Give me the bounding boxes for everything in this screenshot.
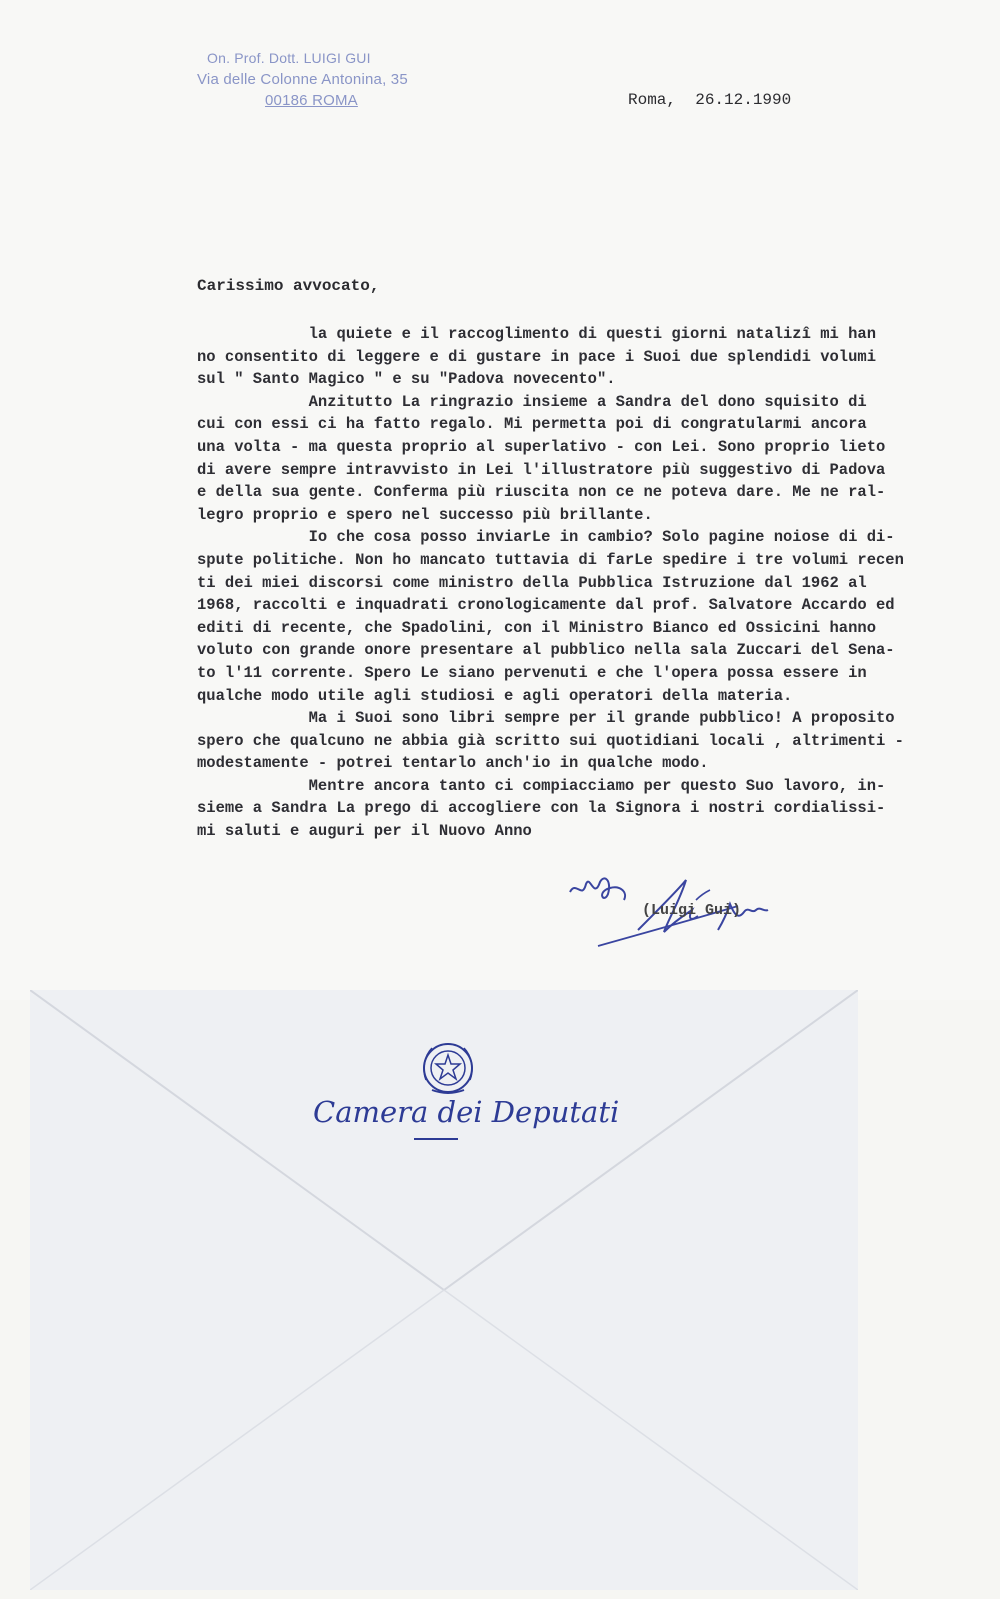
body-line: sieme a Sandra La prego di accogliere con la Signora i nostri cordialissi- (197, 799, 886, 818)
body-line: editi di recente, che Spadolini, con il Ministro Bianco ed Ossicini hanno (197, 618, 877, 637)
body-line: mi saluti e auguri per il Nuovo Anno (197, 822, 532, 841)
typed-signature-name: (Luigi Gui) (642, 902, 742, 919)
letter-date: Roma, 26.12.1990 (628, 91, 792, 109)
body-line: sul " Santo Magico " e su "Padova novecento". (197, 370, 616, 389)
body-line: ti dei miei discorsi come ministro della Pubblica Istruzione dal 1962 al (197, 573, 867, 592)
body-line: di avere sempre intravvisto in Lei l'illustratore più suggestivo di Padova (197, 460, 886, 479)
body-line: una volta - ma questa proprio al superlativo - con Lei. Sono proprio lieto (197, 437, 886, 456)
body-line: voluto con grande onore presentare al pubblico nella sala Zuccari del Sena- (197, 641, 895, 660)
letterhead-address: Via delle Colonne Antonina, 35 (197, 71, 408, 88)
letterhead-name: On. Prof. Dott. LUIGI GUI (207, 50, 371, 66)
body-line: la quiete e il raccoglimento di questi giorni natalizî mi han (197, 325, 877, 343)
body-line: Mentre ancora tanto ci compiacciamo per questo Suo lavoro, in- (197, 776, 886, 795)
body-line: legro proprio e spero nel successo più brillante. (197, 505, 653, 524)
body-line: modestamente - potrei tentarlo anch'io in qualche modo. (197, 754, 709, 773)
letter-body (197, 323, 977, 843)
body-line: e della sua gente. Conferma più riuscita non ce ne poteva dare. Me ne ral- (197, 483, 886, 502)
body-line: qualche modo utile agli studiosi e agli operatori della materia. (197, 686, 793, 705)
salutation: Carissimo avvocato, (197, 277, 380, 295)
body-line: no consentito di leggere e di gustare in pace i Suoi due splendidi volumi (197, 347, 877, 366)
italian-republic-emblem-icon (412, 1030, 484, 1102)
handwritten-signature (568, 870, 808, 980)
letterhead-city: 00186 ROMA (265, 92, 358, 109)
camera-dei-deputati-logo: Camera dei Deputati (313, 1095, 620, 1129)
envelope (30, 990, 858, 1590)
letterhead-stamp (197, 48, 408, 111)
body-line: spute politiche. Non ho mancato tuttavia di farLe spedire i tre volumi recen (197, 550, 904, 569)
body-line: Anzitutto La ringrazio insieme a Sandra del dono squisito di (197, 392, 867, 411)
body-line: 1968, raccolti e inquadrati cronologicamente dal prof. Salvatore Accardo ed (197, 596, 895, 615)
logo-underline (414, 1138, 458, 1140)
body-line: cui con essi ci ha fatto regalo. Mi permetta poi di congratularmi ancora (197, 415, 867, 434)
body-line: Ma i Suoi sono libri sempre per il grande pubblico! A proposito (197, 709, 895, 728)
body-line: Io che cosa posso inviarLe in cambio? Solo pagine noiose di di- (197, 528, 895, 547)
body-line: spero che qualcuno ne abbia già scritto sui quotidiani locali , altrimenti - (197, 731, 904, 750)
body-line: to l'11 corrente. Spero Le siano pervenuti e che l'opera possa essere in (197, 663, 867, 682)
